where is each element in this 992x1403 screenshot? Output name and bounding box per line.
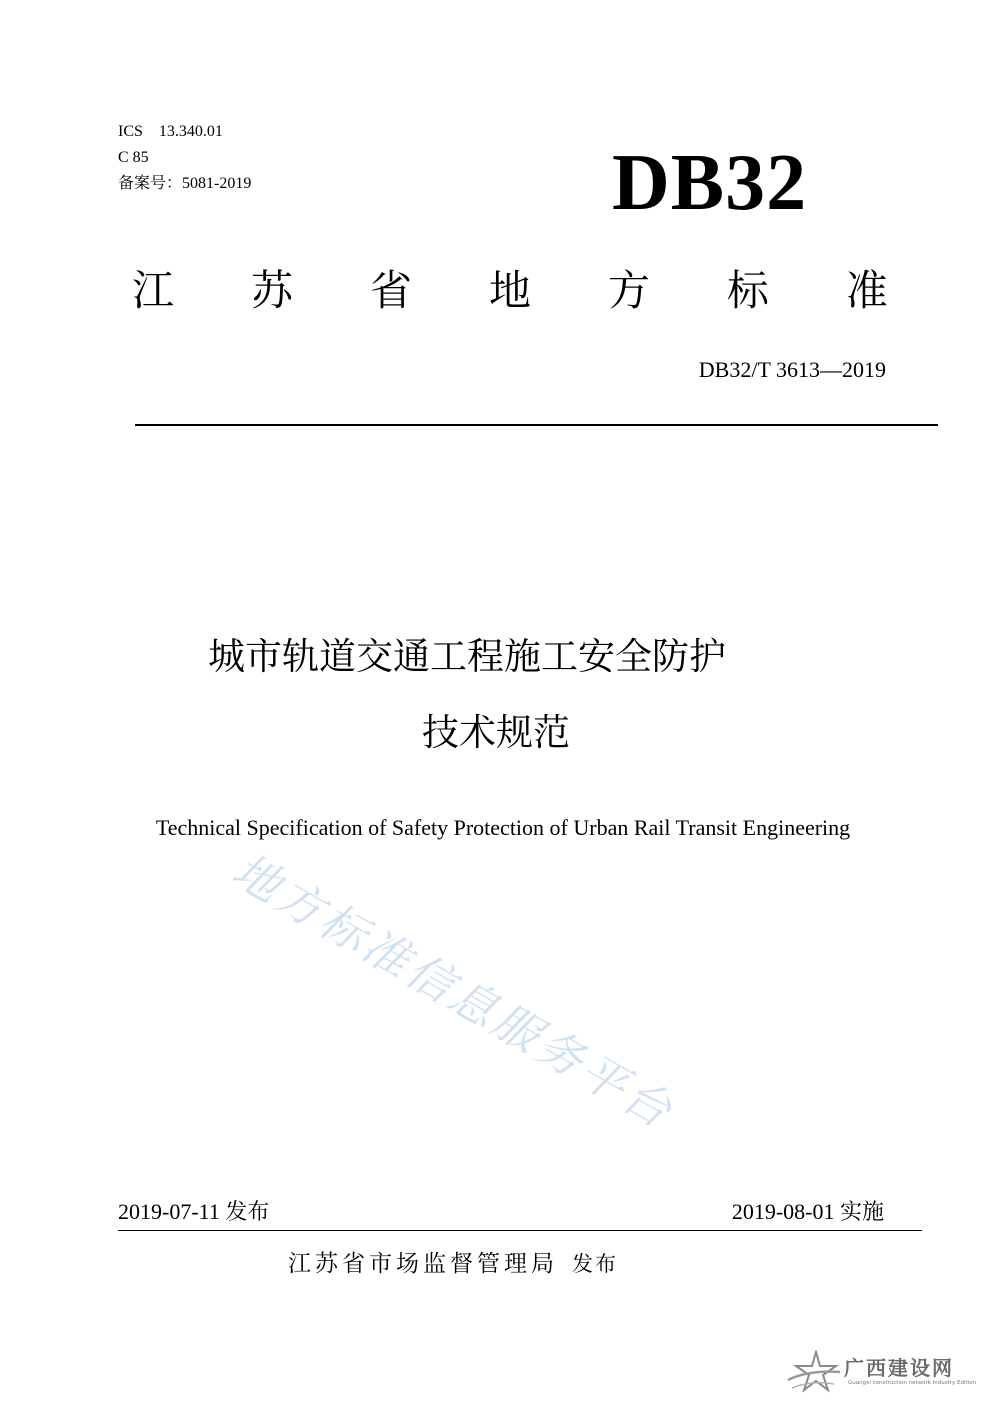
bottom-divider xyxy=(118,1230,922,1231)
record-number: 备案号：5081-2019 xyxy=(118,175,252,192)
title-cn-line1: 城市轨道交通工程施工安全防护 xyxy=(208,635,726,678)
title-cn-line2: 技术规范 xyxy=(422,711,570,754)
publish-date: 2019-07-11 发布 xyxy=(118,1199,270,1224)
standard-type-char: 苏 xyxy=(250,266,293,315)
standard-type-char: 准 xyxy=(845,266,888,315)
standard-type-char: 方 xyxy=(607,266,650,315)
issuer xyxy=(288,1248,618,1280)
implement-date: 2019-08-01 实施 xyxy=(731,1199,884,1224)
standard-type-char: 地 xyxy=(488,266,531,315)
standard-type-char: 江 xyxy=(132,266,175,315)
issuer-name: 江苏省市场监督管理局 xyxy=(288,1251,558,1277)
standard-number: DB32/T 3613—2019 xyxy=(698,357,886,382)
classification-code: C 85 xyxy=(118,149,149,166)
site-subtitle: Guangxi construction network Industry Edition xyxy=(848,1380,977,1386)
standard-type-char: 省 xyxy=(369,266,412,315)
star-logo-icon xyxy=(786,1350,842,1395)
site-logo xyxy=(786,1350,986,1395)
watermark: 地方标准信息服务平台 xyxy=(223,842,684,1140)
title-en: Technical Specification of Safety Protection of Urban Rail Transit Engineering xyxy=(155,815,851,840)
standard-type-char: 标 xyxy=(726,266,769,315)
standard-type xyxy=(132,263,888,319)
top-divider xyxy=(135,424,938,426)
issuer-verb: 发布 xyxy=(572,1252,618,1276)
db-mark: DB32 xyxy=(612,139,808,227)
ics-code: ICS 13.340.01 xyxy=(118,123,223,140)
site-name: 广西建设网 xyxy=(844,1356,954,1380)
